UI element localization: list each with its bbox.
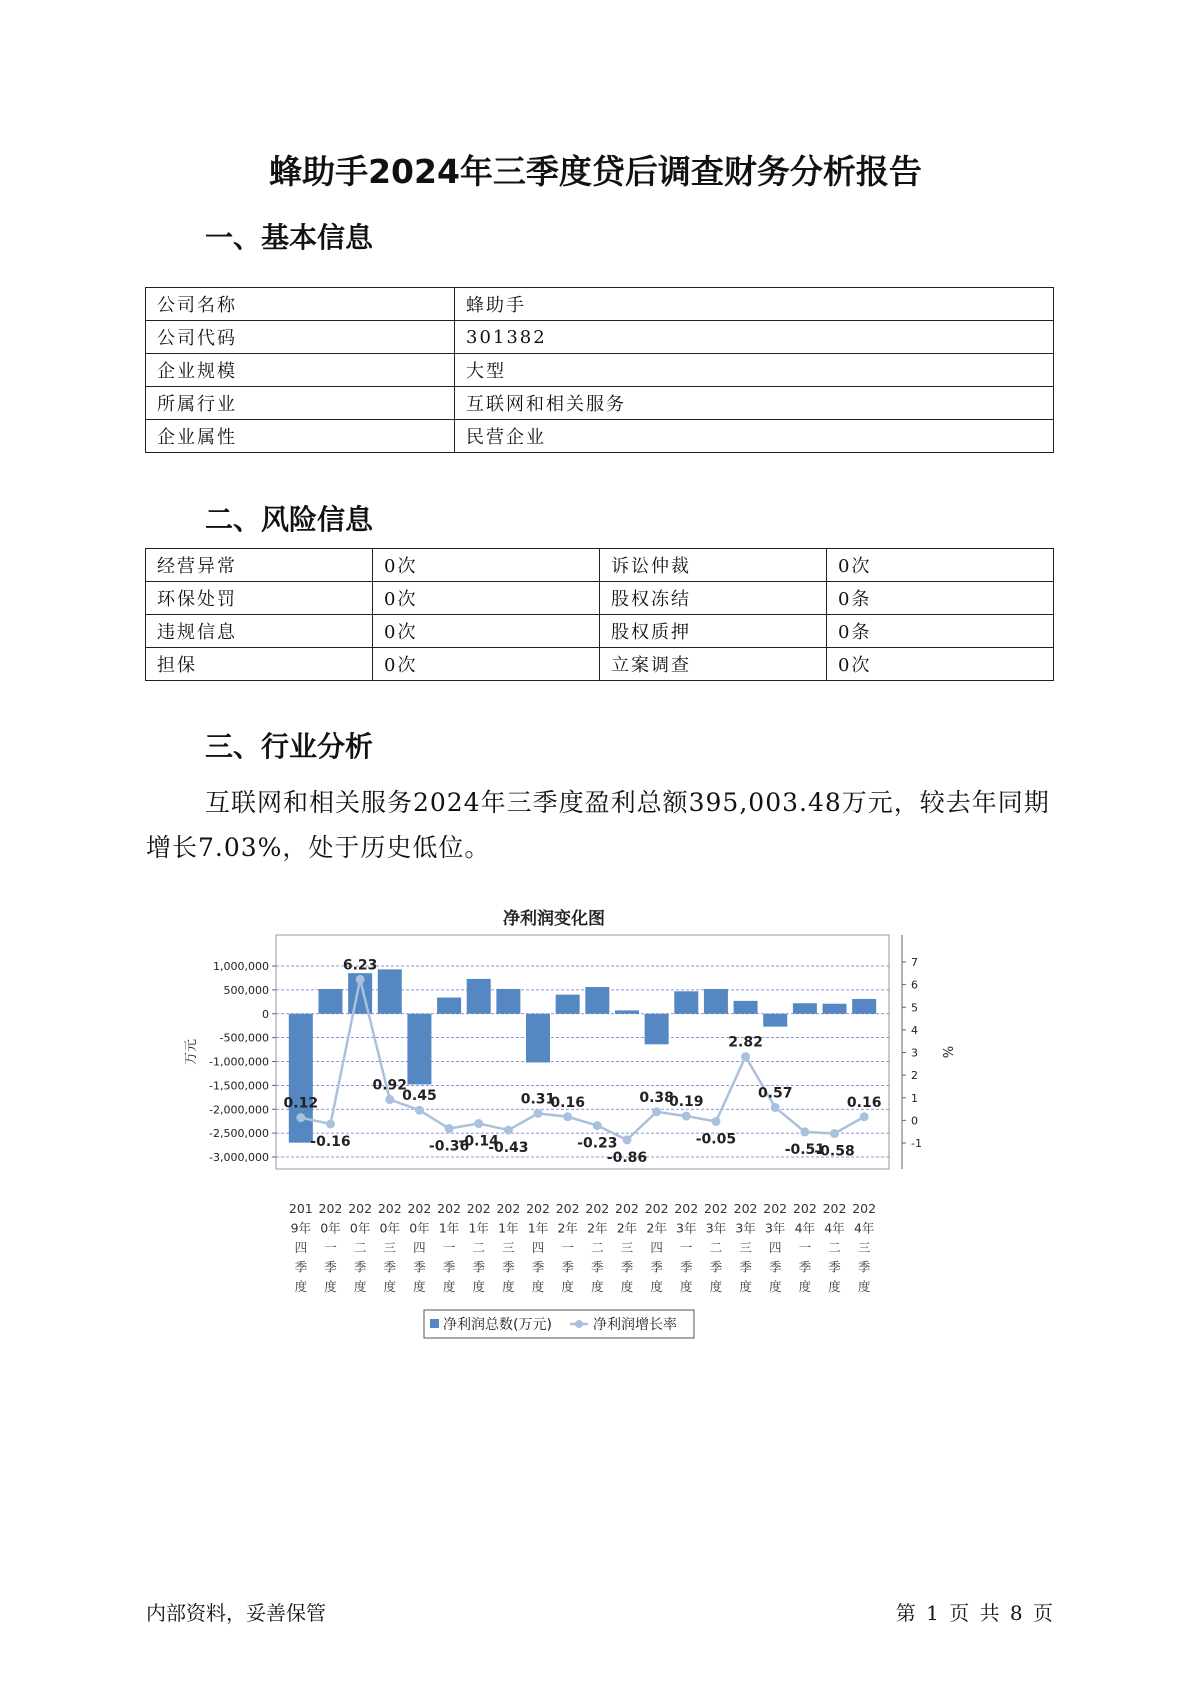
risk-info-label: 违规信息 [146,615,373,648]
bar-net-profit [585,987,609,1014]
x-tick-label: 202 [674,1201,699,1216]
basic-info-table [145,287,1054,453]
bar-net-profit [674,991,698,1013]
y-tick-label: -2,500,000 [209,1127,269,1141]
x-tick-label: 季 [561,1259,574,1275]
net-profit-chart-svg [180,880,1000,1340]
bar-net-profit [437,998,461,1014]
x-tick-label: 202 [526,1201,550,1216]
x-tick-label: 度 [502,1279,515,1294]
x-tick-label: 202 [822,1201,847,1216]
x-tick-label: 201 [288,1201,313,1216]
risk-info-value: 0次 [373,615,600,648]
point-growth-rate [622,1135,631,1144]
point-growth-rate [415,1106,424,1115]
document-title: 蜂助手2024年三季度贷后调查财务分析报告 [269,152,922,191]
bar-net-profit [407,1014,431,1085]
bar-net-profit [734,1001,758,1014]
basic-info-row [146,420,1054,453]
footer-page-number: 第 1 页 共 8 页 [895,1601,1053,1625]
data-label-growth-rate: 0.31 [520,1091,556,1108]
x-tick-label: 202 [585,1201,610,1216]
risk-info-label: 股权质押 [600,615,827,648]
bar-net-profit [556,995,580,1014]
data-label-growth-rate: 0.38 [639,1089,674,1106]
x-tick-label: 季 [650,1259,663,1275]
x-tick-label: 202 [733,1201,758,1216]
x-tick-label: 四 [413,1240,426,1255]
data-label-growth-rate: 0.57 [757,1085,793,1102]
x-tick-label: 202 [792,1201,817,1216]
bar-net-profit [645,1014,669,1045]
x-tick-label: 202 [348,1201,373,1216]
point-growth-rate [534,1109,543,1118]
basic-info-label: 公司代码 [146,321,455,354]
x-tick-label: 3年 [705,1220,727,1236]
x-tick-label: 二 [709,1240,723,1255]
point-growth-rate [593,1121,602,1130]
point-growth-rate [563,1112,572,1121]
x-tick-label: 一 [324,1240,337,1255]
risk-info-row [146,549,1054,582]
bar-net-profit [526,1014,550,1063]
point-growth-rate [504,1126,513,1135]
x-tick-label: 度 [798,1279,812,1294]
x-tick-label: 202 [763,1201,788,1216]
data-label-growth-rate: 2.82 [728,1034,763,1051]
data-label-growth-rate: -0.14 [458,1133,499,1150]
y2-tick-label: 2 [911,1069,918,1083]
risk-info-value: 0条 [827,615,1054,648]
legend-label-line: 净利润增长率 [593,1317,677,1333]
x-tick-label: 3年 [676,1220,697,1236]
bar-net-profit [467,979,491,1014]
y2-tick-label: 4 [911,1023,918,1037]
x-tick-label: 度 [324,1279,337,1294]
x-tick-label: 三 [739,1240,752,1255]
bar-net-profit [704,989,728,1014]
x-tick-label: 一 [561,1240,574,1255]
y2-tick-label: 7 [911,956,918,969]
basic-info-row [146,387,1054,420]
x-tick-label: 2年 [557,1220,578,1236]
data-label-growth-rate: -0.58 [814,1143,855,1160]
x-tick-label: 度 [828,1279,841,1294]
risk-info-label: 经营异常 [146,549,373,582]
basic-info-row [146,321,1054,354]
point-growth-rate [682,1112,691,1121]
x-tick-label: 0年 [409,1220,430,1236]
y2-tick-label: 1 [911,1091,918,1105]
data-label-growth-rate: -0.51 [784,1141,826,1158]
y2-axis-label: % [939,1045,954,1059]
risk-info-label: 担保 [146,648,373,681]
bar-net-profit [378,969,402,1013]
risk-info-label: 环保处罚 [146,582,373,615]
data-label-growth-rate: 0.12 [283,1095,319,1112]
data-label-growth-rate: -0.05 [695,1131,737,1148]
x-tick-label: 一 [442,1240,456,1255]
x-tick-label: 202 [318,1201,343,1216]
x-tick-label: 四 [768,1240,782,1255]
x-tick-label: 季 [857,1259,871,1275]
x-tick-label: 0年 [379,1220,401,1236]
x-tick-label: 度 [591,1279,604,1294]
section-heading-risk-info: 二、风险信息 [205,503,374,536]
risk-info-row [146,615,1054,648]
x-tick-label: 季 [383,1259,397,1275]
y2-tick-label: 3 [911,1046,918,1060]
x-tick-label: 0年 [349,1220,371,1236]
y2-tick-label: 5 [911,1001,918,1015]
risk-info-label: 立案调查 [600,648,827,681]
x-tick-label: 度 [680,1279,693,1294]
x-tick-label: 三 [383,1240,397,1255]
x-tick-label: 2年 [616,1220,638,1236]
bar-net-profit [793,1003,817,1014]
risk-info-value: 0次 [827,549,1054,582]
x-tick-label: 1年 [527,1220,549,1236]
basic-info-value: 互联网和相关服务 [455,387,1054,420]
risk-info-value: 0次 [373,648,600,681]
risk-info-value: 0次 [373,549,600,582]
x-tick-label: 4年 [853,1220,875,1236]
basic-info-value: 301382 [455,321,1054,354]
point-growth-rate [652,1107,661,1116]
risk-info-value: 0次 [373,582,600,615]
x-tick-label: 202 [407,1201,432,1216]
y-tick-label: -1,000,000 [209,1055,269,1069]
data-label-growth-rate: 0.45 [402,1088,437,1105]
point-growth-rate [296,1113,305,1122]
data-label-growth-rate: -0.43 [488,1140,529,1157]
data-label-growth-rate: -0.23 [577,1135,618,1152]
y-tick-label: 1,000,000 [213,960,269,973]
point-growth-rate [860,1112,869,1121]
point-growth-rate [771,1103,780,1112]
risk-info-value: 0条 [827,582,1054,615]
legend-swatch-point [575,1320,583,1328]
y-tick-label: -500,000 [219,1031,269,1045]
net-profit-chart [180,880,1000,1340]
x-tick-label: 202 [555,1201,580,1216]
basic-info-row [146,288,1054,321]
bar-net-profit [496,989,520,1014]
data-label-growth-rate: -0.36 [428,1138,470,1155]
x-tick-label: 一 [680,1240,693,1255]
y-tick-label: -2,000,000 [209,1103,269,1117]
x-tick-label: 度 [413,1279,426,1294]
bar-net-profit [823,1004,847,1014]
x-tick-label: 季 [353,1259,367,1275]
y2-tick-label: 6 [911,978,918,992]
risk-info-label: 诉讼仲裁 [600,549,827,582]
x-tick-label: 季 [324,1259,337,1275]
basic-info-label: 公司名称 [146,288,455,321]
x-tick-label: 季 [739,1259,752,1275]
data-label-growth-rate: 0.19 [669,1094,704,1111]
x-tick-label: 季 [680,1259,693,1275]
y2-tick-label: 0 [911,1114,918,1128]
x-tick-label: 202 [377,1201,402,1216]
x-tick-label: 四 [531,1240,545,1255]
bar-net-profit [318,989,342,1014]
x-tick-label: 季 [531,1259,545,1275]
data-label-growth-rate: -0.16 [310,1133,351,1150]
x-tick-label: 度 [353,1279,367,1294]
point-growth-rate [830,1129,839,1138]
basic-info-label: 企业规模 [146,354,455,387]
x-tick-label: 三 [620,1240,634,1255]
x-tick-label: 4年 [794,1220,816,1236]
legend-label-bar: 净利润总数(万元) [443,1317,552,1333]
basic-info-row [146,354,1054,387]
x-tick-label: 四 [294,1240,308,1255]
basic-info-value: 大型 [455,354,1054,387]
x-tick-label: 二 [353,1240,367,1255]
basic-info-value: 民营企业 [455,420,1054,453]
x-tick-label: 度 [768,1279,782,1294]
x-tick-label: 季 [828,1259,841,1275]
x-tick-label: 度 [650,1279,663,1294]
x-tick-label: 四 [650,1240,663,1255]
point-growth-rate [800,1127,809,1136]
legend-swatch-bar [430,1319,439,1328]
x-tick-label: 季 [472,1259,485,1275]
x-tick-label: 季 [620,1259,634,1275]
risk-info-row [146,582,1054,615]
x-tick-label: 2年 [646,1220,667,1236]
y-axis-label: 万元 [184,1038,199,1066]
x-tick-label: 202 [615,1201,639,1216]
x-tick-label: 2年 [587,1220,608,1236]
industry-analysis-paragraph: 互联网和相关服务2024年三季度盈利总额395,003.48万元，较去年同期增长7.03%，处于历史低位。 [146,788,1050,862]
x-tick-label: 季 [413,1259,426,1275]
x-tick-label: 度 [620,1279,634,1294]
data-label-growth-rate: -0.86 [606,1149,648,1166]
point-growth-rate [385,1095,394,1104]
x-tick-label: 度 [294,1279,308,1294]
y2-tick-label: -1 [911,1137,922,1150]
x-tick-label: 度 [739,1279,752,1294]
x-tick-label: 202 [852,1201,877,1216]
x-tick-label: 度 [561,1279,574,1294]
x-tick-label: 三 [857,1240,871,1255]
x-tick-label: 度 [472,1279,485,1294]
x-tick-label: 度 [531,1279,545,1294]
x-tick-label: 季 [768,1259,782,1275]
data-label-growth-rate: 0.16 [550,1094,585,1111]
risk-info-value: 0次 [827,648,1054,681]
x-tick-label: 三 [502,1240,515,1255]
x-tick-label: 一 [798,1240,812,1255]
risk-info-table [145,548,1054,681]
point-growth-rate [474,1119,483,1128]
point-growth-rate [445,1124,454,1133]
y-tick-label: 500,000 [223,983,269,997]
data-label-growth-rate: 0.16 [846,1094,882,1111]
x-tick-label: 度 [857,1279,871,1294]
basic-info-label: 所属行业 [146,387,455,420]
x-tick-label: 季 [294,1259,308,1275]
x-tick-label: 3年 [735,1220,756,1236]
x-tick-label: 0年 [320,1220,341,1236]
x-tick-label: 季 [798,1259,812,1275]
x-tick-label: 二 [591,1240,604,1255]
x-tick-label: 1年 [498,1220,519,1236]
data-label-growth-rate: 0.92 [372,1077,408,1094]
section-heading-basic-info: 一、基本信息 [205,221,374,254]
x-tick-label: 3年 [764,1220,786,1236]
x-tick-label: 季 [502,1259,515,1275]
bar-net-profit [289,1014,313,1143]
bar-net-profit [615,1010,639,1013]
bar-net-profit [852,999,876,1014]
x-tick-label: 202 [703,1201,728,1216]
y-tick-label: -1,500,000 [209,1079,269,1093]
x-tick-label: 二 [828,1240,841,1255]
x-tick-label: 度 [383,1279,397,1294]
y-tick-label: 0 [262,1007,269,1021]
x-tick-label: 1年 [438,1220,460,1236]
point-growth-rate [711,1117,720,1126]
risk-info-row [146,648,1054,681]
point-growth-rate [326,1119,335,1128]
x-tick-label: 202 [496,1201,521,1216]
x-tick-label: 季 [591,1259,604,1275]
x-tick-label: 季 [442,1259,456,1275]
point-growth-rate [741,1052,750,1061]
risk-info-label: 股权冻结 [600,582,827,615]
x-tick-label: 度 [442,1279,456,1294]
x-tick-label: 4年 [824,1220,845,1236]
basic-info-label: 企业属性 [146,420,455,453]
data-label-growth-rate: 6.23 [342,957,378,974]
y-tick-label: -3,000,000 [209,1151,269,1164]
bar-net-profit [763,1014,787,1027]
point-growth-rate [356,975,365,984]
x-tick-label: 度 [709,1279,723,1294]
section-heading-industry-analysis: 三、行业分析 [205,730,374,763]
x-tick-label: 202 [437,1201,462,1216]
x-tick-label: 202 [466,1201,491,1216]
chart-title: 净利润变化图 [503,909,605,929]
x-tick-label: 季 [709,1259,723,1275]
x-tick-label: 202 [644,1201,669,1216]
x-tick-label: 1年 [468,1220,489,1236]
x-tick-label: 二 [472,1240,485,1255]
footer-confidential-note: 内部资料，妥善保管 [146,1601,326,1625]
x-tick-label: 9年 [290,1220,312,1236]
basic-info-value: 蜂助手 [455,288,1054,321]
